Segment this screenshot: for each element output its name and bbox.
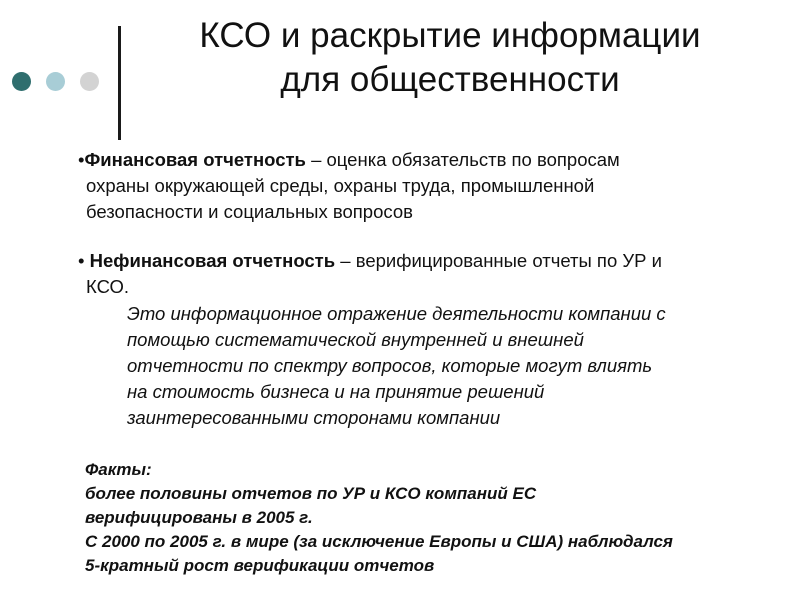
decorative-dot-light xyxy=(46,72,65,91)
bullet-text: – верифицированные отчеты по УР и xyxy=(335,250,662,271)
definition-line: заинтересованными сторонами компании xyxy=(127,407,501,428)
facts-block xyxy=(85,458,795,578)
decorative-dot-dark xyxy=(12,72,31,91)
bullet-first-line xyxy=(78,248,790,274)
nonfinancial-definition xyxy=(127,301,787,431)
decorative-dot-gray xyxy=(80,72,99,91)
bullet-marker: • xyxy=(78,250,90,271)
bullet-continuation: охраны окружающей среды, охраны труда, промышленной xyxy=(86,175,595,196)
bullet-text: – оценка обязательств по вопросам xyxy=(305,149,620,170)
bullet-continuation: КСО. xyxy=(86,276,130,297)
facts-heading: Факты: xyxy=(85,460,152,479)
facts-line: верифицированы в 2005 г. xyxy=(85,508,313,527)
bullet-financial-reporting xyxy=(78,147,790,225)
definition-line: отчетности по спектру вопросов, которые могут влиять xyxy=(127,355,653,376)
slide-title-line-2: для общественности xyxy=(280,60,620,99)
bullet-term: Финансовая отчетность xyxy=(84,149,306,170)
definition-line: на стоимость бизнеса и на принятие решений xyxy=(127,381,545,402)
bullet-nonfinancial-reporting xyxy=(78,248,790,300)
bullet-term: Нефинансовая отчетность xyxy=(89,250,336,271)
definition-line: Это информационное отражение деятельности компании с xyxy=(127,303,666,324)
bullet-first-line xyxy=(78,147,790,173)
slide-title-line-1: КСО и раскрытие информации xyxy=(199,16,701,55)
bullet-marker: • xyxy=(78,149,85,170)
bullet-continuation: безопасности и социальных вопросов xyxy=(86,201,413,222)
facts-line: С 2000 по 2005 г. в мире (за исключение Европы и США) наблюдался xyxy=(85,532,673,551)
title-divider-line xyxy=(118,26,121,140)
facts-line: более половины отчетов по УР и КСО компаний ЕС xyxy=(85,484,537,503)
slide-title xyxy=(140,14,760,102)
facts-line: 5-кратный рост верификации отчетов xyxy=(85,556,435,575)
definition-line: помощью систематической внутренней и внешней xyxy=(127,329,584,350)
